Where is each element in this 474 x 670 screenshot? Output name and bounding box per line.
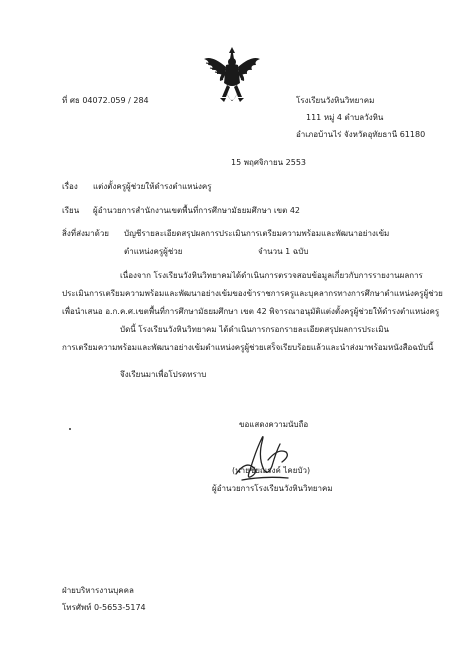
stray-mark xyxy=(69,428,71,430)
signer-position: ผู้อำนวยการโรงเรียนวังหินวิทยาคม xyxy=(212,484,333,493)
sender-school-name: โรงเรียนวังหินวิทยาคม xyxy=(296,96,375,105)
body-paragraph2-line2: การเตรียมความพร้อมและพัฒนาอย่างเข้มตำแหน่งครูผู้ช่วยเสร็จเรียบร้อยแล้วและนำส่งมาพร้อมหนังสือฉบับนี้ xyxy=(62,343,434,352)
reference-number: ที่ ศธ 04072.059 / 284 xyxy=(62,96,149,105)
body-paragraph1-line1: เนื่องจาก โรงเรียนวังหินวิทยาคมได้ดำเนินการตรวจสอบข้อมูลเกี่ยวกับการรายงานผลการ xyxy=(120,271,423,280)
handwritten-signature xyxy=(228,430,298,486)
letter-date: 15 พฤศจิกายน 2553 xyxy=(231,158,306,167)
recipient-label: เรียน xyxy=(62,206,80,215)
enclosure-quantity: จำนวน 1 ฉบับ xyxy=(258,247,309,256)
enclosure-label: สิ่งที่ส่งมาด้วย xyxy=(62,229,109,238)
closing-request: จึงเรียนมาเพื่อโปรดทราบ xyxy=(120,370,207,379)
subject-text: แต่งตั้งครูผู้ช่วยให้ดำรงตำแหน่งครู xyxy=(93,182,212,191)
body-paragraph1-line3: เพื่อนำเสนอ อ.ก.ค.ศ.เขตพื้นที่การศึกษามัธยมศึกษา เขต 42 พิจารณาอนุมัติแต่งตั้งครูผู้ช่วยให้ดำรงตำแหน่งครู xyxy=(62,307,440,316)
garuda-emblem-icon xyxy=(202,45,262,111)
footer-department: ฝ่ายบริหารงานบุคคล xyxy=(62,586,134,595)
salutation: ขอแสดงความนับถือ xyxy=(239,420,309,429)
sender-address-line3: อำเภอบ้านไร่ จังหวัดอุทัยธานี 61180 xyxy=(296,130,426,139)
footer-phone: โทรศัพท์ 0-5653-5174 xyxy=(62,603,146,612)
recipient-text: ผู้อำนวยการสำนักงานเขตพื้นที่การศึกษามัธยมศึกษา เขต 42 xyxy=(93,206,301,215)
body-paragraph1-line2: ประเมินการเตรียมความพร้อมและพัฒนาอย่างเข้มของข้าราชการครูและบุคลากรทางการศึกษาตำแหน่งครูผู้ช่วย xyxy=(62,289,443,298)
signer-name: (นายชัยณรงค์ ไคยบัว) xyxy=(232,466,311,475)
enclosure-line2: ตำแหน่งครูผู้ช่วย xyxy=(124,247,183,256)
sender-address-line2: 111 หมู่ 4 ตำบลวังหิน xyxy=(306,113,384,122)
body-paragraph2-line1: บัดนี้ โรงเรียนวังหินวิทยาคม ได้ดำเนินการกรอกรายละเอียดสรุปผลการประเมิน xyxy=(120,325,389,334)
subject-label: เรื่อง xyxy=(62,182,78,191)
enclosure-line1: บัญชีรายละเอียดสรุปผลการประเมินการเตรียมความพร้อมและพัฒนาอย่างเข้ม xyxy=(124,229,390,238)
